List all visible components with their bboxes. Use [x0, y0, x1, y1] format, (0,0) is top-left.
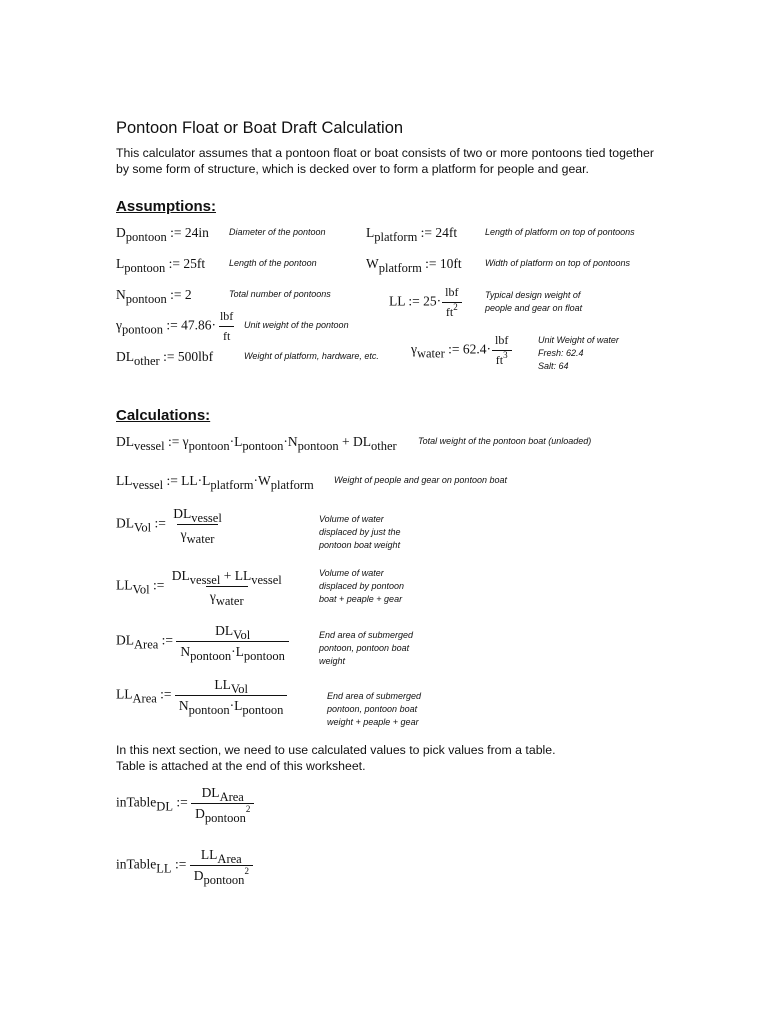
gamma-pontoon-unit-den: ft [219, 326, 234, 344]
l-pontoon-value: 25ft [183, 256, 206, 271]
gamma-pontoon-equation: $\gamma_{pontoon}$ := 47.86· $\frac{\text{lbf}}{ft}$ [116, 309, 237, 344]
page-title: Pontoon Float or Boat Draft Calculation [116, 119, 404, 137]
table-instructions: In this next section, we need to use calculated values to pick values from a table. Table is attached at the end of this worksheet. [116, 743, 556, 773]
ll-unit-den: $ft^2$ [442, 302, 462, 320]
ll-vol-note: Volume of water displaced by pontoon boat + peaple + gear [319, 568, 405, 604]
dl-vessel-note: Total weight of the pontoon boat (unloaded) [418, 436, 592, 446]
intable-ll-equation: inTable$_{LL}$ := $\frac{LL_{Area}}{D_{pontoon}^2}$ [116, 847, 253, 884]
ll-vol-equation: $LL_{Vol}$ := $\frac{DL_{vessel} + LL_{vessel}}{\gamma_{water}}$ [116, 568, 282, 608]
l-pontoon-equation: $L_{pontoon}$ := 25ft [116, 256, 206, 275]
dl-vol-equation: $DL_{Vol}$ := $\frac{DL_{vessel}}{\gamma_{water}}$ [116, 506, 222, 546]
w-platform-equation: $W_{platform}$ := 10ft [366, 256, 462, 275]
gamma-pontoon-unit-num: lbf [219, 309, 234, 323]
d-pontoon-note: Diameter of the pontoon [229, 227, 326, 237]
l-platform-note: Length of platform on top of pontoons [485, 227, 635, 237]
ll-vessel-equation: $LL_{vessel}$ := $LL\cdot L_{platform}\cdot W_{platform}$ [116, 473, 314, 492]
ll-area-note: End area of submerged pontoon, pontoon boat weight + peaple + gear [327, 691, 422, 727]
w-platform-value: 10ft [439, 256, 462, 271]
gamma-water-note: Unit Weight of water Fresh: 62.4 Salt: 64 [538, 335, 619, 371]
dl-vessel-equation: $DL_{vessel}$ := $\gamma_{pontoon}\cdot L_{pontoon}\cdot N_{pontoon} + DL_{other}$ [116, 434, 397, 453]
intro-paragraph: This calculator assumes that a pontoon float or boat consists of two or more pontoons tied together by some form of structure, which is decked over to form a platform for people and gear. [116, 146, 654, 176]
dl-other-value: 500lbf [177, 349, 214, 364]
n-pontoon-equation: $N_{pontoon}$ := 2 [116, 287, 192, 306]
intable-dl-equation: inTable$_{DL}$ := $\frac{DL_{Area}}{D_{pontoon}^2}$ [116, 785, 254, 822]
d-pontoon-value: 24in [184, 225, 209, 240]
gamma-water-unit-num: lbf [494, 333, 509, 347]
dl-area-note: End area of submerged pontoon, pontoon boat weight [319, 630, 414, 666]
ll-unit-num: lbf [445, 285, 459, 299]
dl-area-equation: $DL_{Area}$ := $\frac{DL_{Vol}}{N_{pontoon}\cdot L_{pontoon}}$ [116, 623, 289, 660]
dl-other-note: Weight of platform, hardware, etc. [244, 351, 379, 361]
gamma-water-equation: $\gamma_{water}$ := 62.4· $\frac{\text{lbf}}{ft^3}$ [411, 333, 512, 368]
n-pontoon-note: Total number of pontoons [229, 289, 331, 299]
ll-note: Typical design weight of people and gear on float [485, 290, 583, 313]
w-platform-note: Width of platform on top of pontoons [485, 258, 631, 268]
d-pontoon-equation: $D_{pontoon}$ := 24in [116, 225, 209, 244]
gamma-water-value: 62.4 [462, 341, 487, 357]
ll-equation: LL := 25· $\frac{\text{lbf}}{ft^2}$ [389, 285, 462, 320]
dl-other-equation: $DL_{other}$ := 500lbf [116, 349, 214, 368]
ll-vessel-note: Weight of people and gear on pontoon boat [334, 475, 507, 485]
n-pontoon-value: 2 [184, 287, 192, 302]
ll-value: 25 [423, 293, 437, 309]
dl-vol-note: Volume of water displaced by just the pontoon boat weight [319, 514, 401, 550]
gamma-pontoon-value: 47.86 [181, 317, 212, 333]
assumptions-heading: Assumptions: [116, 198, 217, 215]
l-pontoon-note: Length of the pontoon [229, 258, 317, 268]
l-platform-value: 24ft [435, 225, 458, 240]
ll-area-equation: $LL_{Area}$ := $\frac{LL_{Vol}}{N_{pontoon}\cdot L_{pontoon}}$ [116, 677, 287, 714]
gamma-water-unit-den: $ft^3$ [492, 350, 512, 368]
l-platform-equation: $L_{platform}$ := 24ft [366, 225, 458, 244]
calculations-heading: Calculations: [116, 407, 211, 424]
gamma-pontoon-note: Unit weight of the pontoon [244, 320, 349, 330]
